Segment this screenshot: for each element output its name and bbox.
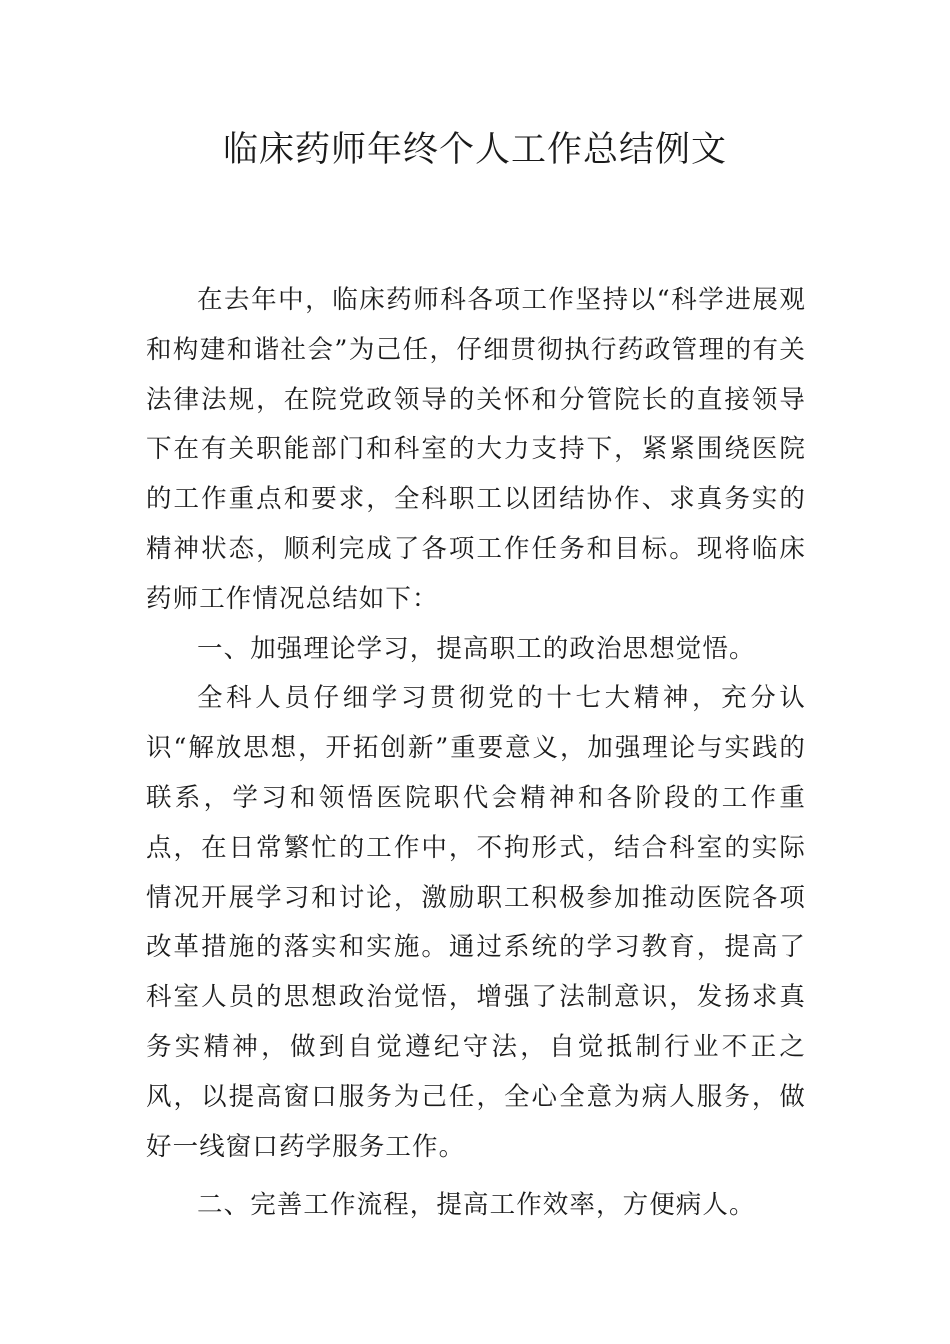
document-title: 临床药师年终个人工作总结例文 xyxy=(222,130,727,170)
document-body xyxy=(146,276,806,1231)
section-heading-1: 一、加强理论学习，提高职工的政治思想觉悟。 xyxy=(197,633,756,664)
paragraph-section-1: 全科人员仔细学习贯彻党的十七大精神，充分认识“解放思想，开拓创新”重要意义，加强理论与实践的联系，学习和领悟医院职代会精神和各阶段的工作重点，在日常繁忙的工作中，不拘形式，结合科室的实际情况开展学习和讨论，激励职工积极参加推动医院各项改革措施的落实和实施。通过系统的学习教育，提高了科室人员的思想政治觉悟，增强了法制意识，发扬求真务实精神，做到自觉遵纪守法，自觉抵制行业不正之风，以提高窗口服务为己任，全心全意为病人服务，做好一线窗口药学服务工作。 xyxy=(146,683,806,1162)
paragraph-intro: 在去年中，临床药师科各项工作坚持以“科学进展观和构建和谐社会”为己任，仔细贯彻执行药政管理的有关法律法规，在院党政领导的关怀和分管院长的直接领导下在有关职能部门和科室的大力支持下，紧紧围绕医院的工作重点和要求，全科职工以团结协作、求真务实的精神状态，顺利完成了各项工作任务和目标。现将临床药师工作情况总结如下： xyxy=(146,285,806,614)
section-heading-2: 二、完善工作流程，提高工作效率，方便病人。 xyxy=(197,1190,756,1221)
